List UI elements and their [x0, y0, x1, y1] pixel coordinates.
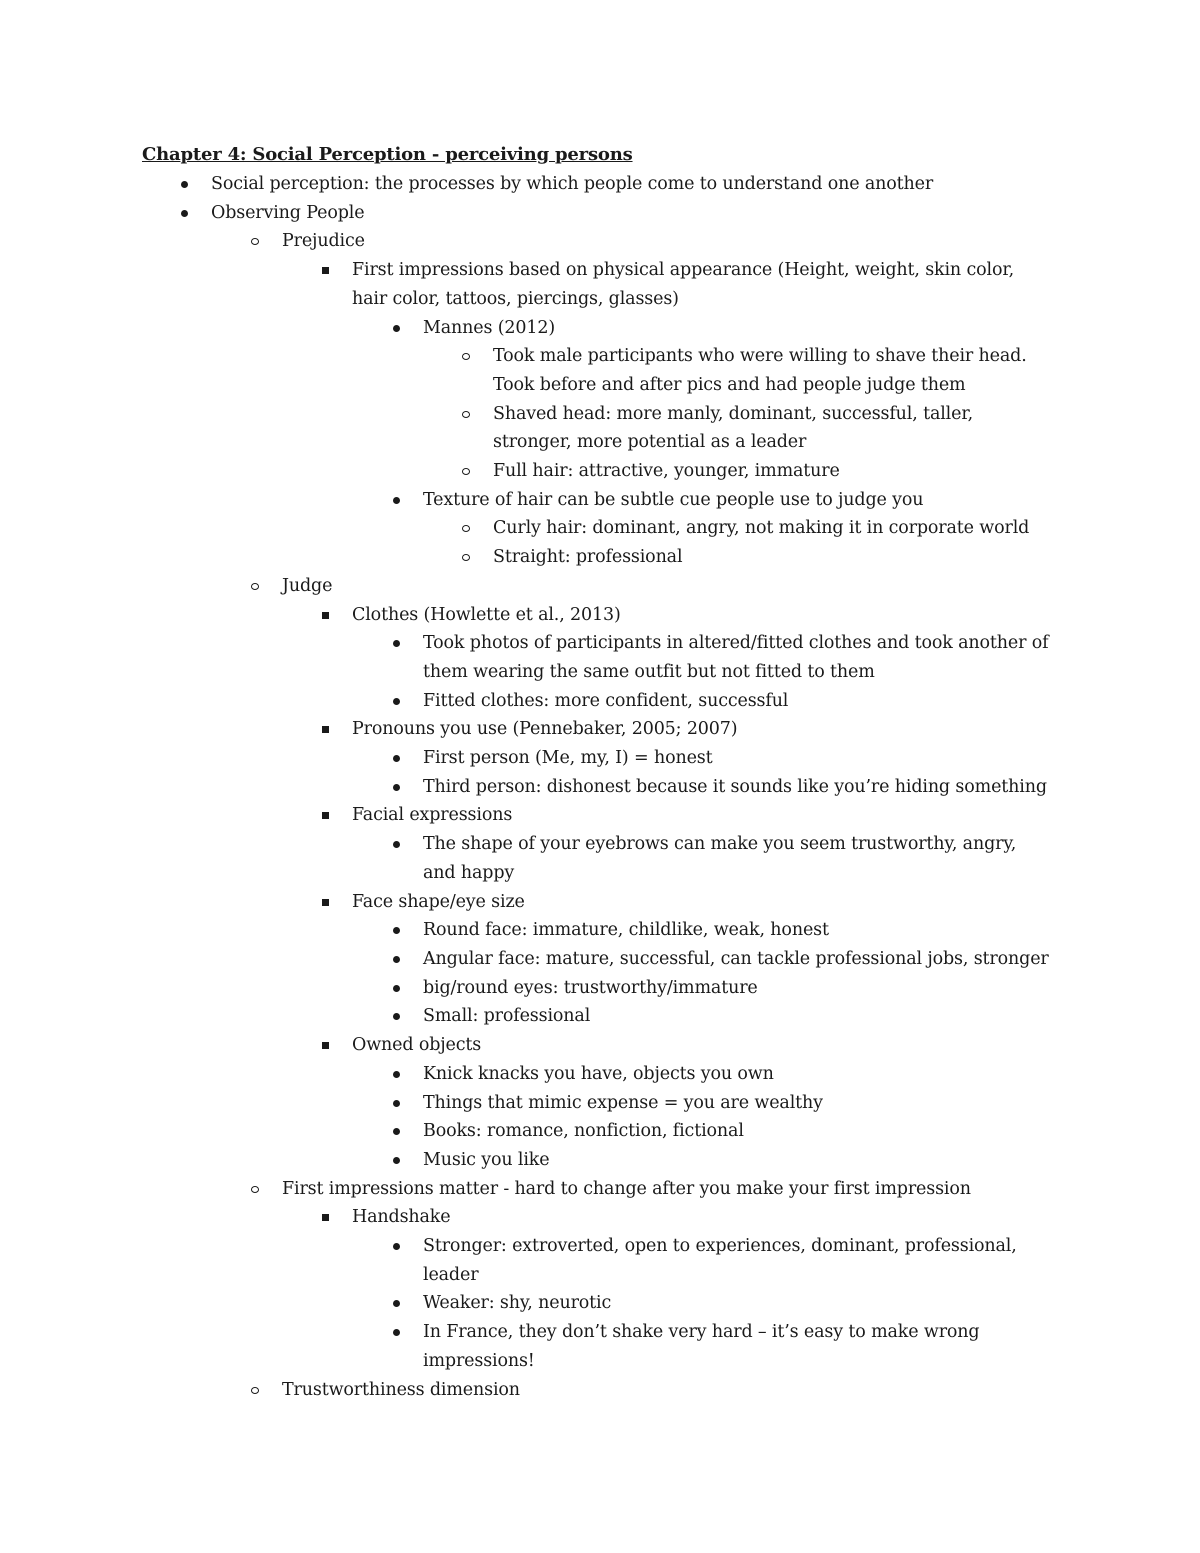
outline-item-text: Knick knacks you have, objects you own: [423, 1063, 774, 1084]
outline-item-text: Took photos of participants in altered/fitted clothes and took another of them wearing the same outfit but not fitted to them: [423, 633, 1049, 682]
outline-item-text: Curly hair: dominant, angry, not making it in corporate world: [493, 518, 1030, 539]
outline-item-text: Weaker: shy, neurotic: [423, 1293, 612, 1314]
outline-item-text: Handshake: [352, 1207, 451, 1228]
disc-bullet-icon: [388, 1318, 408, 1347]
outline-item-text: The shape of your eyebrows can make you seem trustworthy, angry, and happy: [423, 834, 1017, 883]
outline-item: [0, 1117, 1200, 1146]
square-bullet-icon: [317, 888, 337, 917]
circle-bullet-icon: [247, 572, 267, 601]
disc-bullet-icon: [388, 314, 408, 343]
disc-bullet-icon: [388, 1089, 408, 1118]
outline-item-text: First impressions matter - hard to change after you make your first impression: [282, 1178, 971, 1199]
outline-item: [0, 256, 1200, 313]
outline-item: [0, 199, 1200, 228]
outline-item: [0, 342, 1200, 399]
square-bullet-icon: [317, 801, 337, 830]
circle-bullet-icon: [247, 1175, 267, 1204]
outline-item-text: Social perception: the processes by which people come to understand one another: [211, 174, 934, 194]
disc-bullet-icon: [388, 1289, 408, 1318]
outline-item: [0, 830, 1200, 887]
circle-bullet-icon: [458, 543, 478, 572]
disc-bullet-icon: [388, 744, 408, 773]
outline-item: [0, 1002, 1200, 1031]
disc-bullet-icon: [388, 830, 408, 859]
outline-item-text: Stronger: extroverted, open to experiences, dominant, professional, leader: [423, 1236, 1017, 1285]
outline-item-text: Took male participants who were willing to shave their head. Took before and after pics and had people judge them: [493, 346, 1027, 395]
outline-item: [0, 1318, 1200, 1375]
outline-item-text: Third person: dishonest because it sounds like you’re hiding something: [423, 776, 1047, 797]
outline-item: [0, 1175, 1200, 1204]
outline-item-text: Owned objects: [352, 1035, 482, 1056]
outline-item-text: Clothes (Howlette et al., 2013): [352, 604, 621, 625]
outline-item-text: Trustworthiness dimension: [282, 1379, 520, 1400]
bullet-outline: [0, 170, 1200, 1404]
outline-item-text: Straight: professional: [493, 547, 683, 568]
outline-item: [0, 400, 1200, 457]
circle-bullet-icon: [458, 400, 478, 429]
outline-item-text: Pronouns you use (Pennebaker, 2005; 2007): [352, 719, 738, 740]
disc-bullet-icon: [176, 199, 196, 228]
outline-item: [0, 744, 1200, 773]
square-bullet-icon: [317, 256, 337, 285]
outline-item-text: Small: professional: [423, 1006, 591, 1027]
disc-bullet-icon: [388, 974, 408, 1003]
outline-item-text: Face shape/eye size: [352, 891, 525, 912]
outline-item: [0, 601, 1200, 630]
outline-item: [0, 514, 1200, 543]
outline-item: [0, 974, 1200, 1003]
outline-item-text: Music you like: [423, 1149, 550, 1170]
disc-bullet-icon: [388, 687, 408, 716]
outline-item-text: First impressions based on physical appearance (Height, weight, skin color, hair color, tattoos, piercings, glasses): [352, 260, 1015, 309]
square-bullet-icon: [317, 1031, 337, 1060]
outline-item: [0, 687, 1200, 716]
outline-item-text: Judge: [282, 575, 333, 596]
outline-item: [0, 486, 1200, 515]
outline-item-text: Shaved head: more manly, dominant, successful, taller, stronger, more potential as a leader: [493, 403, 974, 453]
document-title: Chapter 4: Social Perception - perceiving persons: [142, 144, 633, 165]
outline-item-text: big/round eyes: trustworthy/immature: [423, 977, 758, 998]
disc-bullet-icon: [388, 1060, 408, 1089]
outline-item: [0, 773, 1200, 802]
outline-item: [0, 457, 1200, 486]
outline-item-text: Facial expressions: [352, 805, 513, 826]
outline-item-text: Mannes (2012): [423, 317, 556, 338]
outline-item-text: In France, they don’t shake very hard – it’s easy to make wrong impressions!: [423, 1322, 980, 1371]
outline-item: [0, 1089, 1200, 1118]
outline-item: [0, 916, 1200, 945]
circle-bullet-icon: [458, 342, 478, 371]
outline-item: [0, 1146, 1200, 1175]
outline-item: [0, 543, 1200, 572]
outline-item-text: Fitted clothes: more confident, successful: [423, 690, 789, 711]
outline-item: [0, 945, 1200, 974]
outline-item-text: Angular face: mature, successful, can tackle professional jobs, stronger: [423, 948, 1049, 969]
outline-item: [0, 1031, 1200, 1060]
outline-item: [0, 629, 1200, 686]
outline-item: [0, 801, 1200, 830]
disc-bullet-icon: [388, 1117, 408, 1146]
outline-item: [0, 1232, 1200, 1289]
outline-item: [0, 1376, 1200, 1405]
outline-item: [0, 1289, 1200, 1318]
outline-item: [0, 170, 1200, 199]
outline-item-text: Full hair: attractive, younger, immature: [493, 461, 840, 482]
square-bullet-icon: [317, 1203, 337, 1232]
outline-item-text: Books: romance, nonfiction, fictional: [423, 1121, 744, 1142]
outline-item: [0, 1060, 1200, 1089]
circle-bullet-icon: [458, 457, 478, 486]
square-bullet-icon: [317, 601, 337, 630]
disc-bullet-icon: [388, 945, 408, 974]
outline-item-text: Things that mimic expense = you are wealthy: [423, 1092, 823, 1113]
circle-bullet-icon: [247, 1376, 267, 1405]
outline-item: [0, 715, 1200, 744]
disc-bullet-icon: [388, 1232, 408, 1261]
disc-bullet-icon: [388, 1146, 408, 1175]
outline-item-text: First person (Me, my, I) = honest: [423, 748, 713, 769]
outline-item-text: Prejudice: [282, 231, 365, 252]
outline-item: [0, 888, 1200, 917]
outline-item: [0, 314, 1200, 343]
square-bullet-icon: [317, 715, 337, 744]
disc-bullet-icon: [388, 773, 408, 802]
disc-bullet-icon: [176, 170, 196, 199]
outline-item: [0, 572, 1200, 601]
outline-item-text: Observing People: [211, 202, 365, 223]
outline-item: [0, 1203, 1200, 1232]
disc-bullet-icon: [388, 1002, 408, 1031]
disc-bullet-icon: [388, 629, 408, 658]
circle-bullet-icon: [458, 514, 478, 543]
outline-item-text: Texture of hair can be subtle cue people use to judge you: [423, 489, 924, 510]
circle-bullet-icon: [247, 227, 267, 256]
outline-item-text: Round face: immature, childlike, weak, honest: [423, 920, 829, 941]
outline-item: [0, 227, 1200, 256]
disc-bullet-icon: [388, 916, 408, 945]
disc-bullet-icon: [388, 486, 408, 515]
